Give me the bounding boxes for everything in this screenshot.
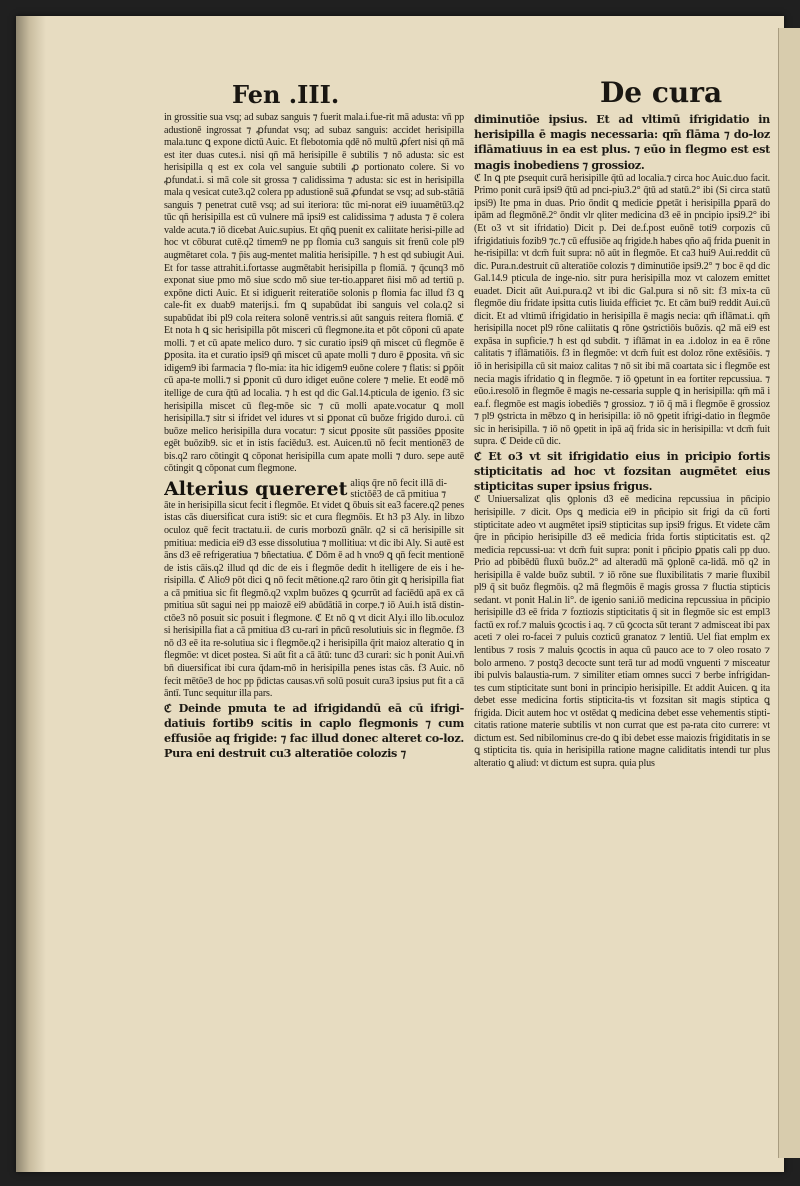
heading-initial-words: Alterius quereret [164,477,348,500]
left-paragraph-2: āte in herisipilla sicut fecit i flegmōe. Et videt ꝗ ōbuis sit ea3 facere.q2 penes istas cās diuersificat cura isti9: sic et cura flegmōis. Et h3 p3 Aly. in libzo oculoz quē fecit tractatu.ii. de curis morbozū gnālr. q2 si cā herisipille sit pmitiua: medicia ei9 d3 esse dissolutiua ⁊ mollitiua: vt dic ibi Aly. Si autē est āns d3 eē refrigeratiua ⁊ bñectatiua. ℭ Dōm ē ad h vno9 ꝗ qn̄ fecit mentionē de istis cāis.q2 illud qd dic de eis i flegmōe dedit h itelligere de eis i he-risipilla. ℭ Alio9 pōt dici ꝗ nō fecit mētione.q2 raro ōtin git ꝗ herisipilla fiat a cā pmitiua sic fit flegmō.q2 vxplm buōzes ꝗ ꝯcurrūt ad faciēdū apā ex cā pmitiua sūt sagui nei pp maiozē ei9 abūdātiā in corpe.⁊ iō Aui.h istā distin-ctōe3 nō posuit sic posuit i flegmone. ℭ Et nō ꝗ vt dicit Aly.i illo lib.oculoz si herisipilla fiat a cā pmitiua d3 cu-rari in pn̄cū resolutiuis sic in flegmōe. f3 nō d3 eē ita re-solutiua sic i flegmōe.q2 i herisipilla q̄rit maioz alteratio ꝗ in flegmōe: vt dicet postea. Si aūt fit a cā ātū: tunc d3 curari: sic h ponit Aui.vn̄ bn̄ diuersificat ibi cura q̄dam-mō in herisipilla penes istas cās. f3 Auic. nō fecit mētōe3 de hoc pp p̄dictas causas.vn̄ solū posuit cura3 ipsius put fit a cā āntī. Tunc sequitur illa pars. [164,499,464,700]
header-right-title: De cura [600,76,723,109]
header-left-title: Fen .III. [232,80,340,109]
right-paragraph-2: ℭ In ꝗ pte ꝑsequit curā herisipille q̄tū ad localia.⁊ circa hoc Auic.duo facit. Primo ponit curā ipsi9 q̄tū ad pnci-piu3.2° q̄tū ad statū.2° ibi (Si circa statū ipsi9) Ite pma in duas. Prio ōndit ꝗ medicie ꝑpetāt i herisipilla ꝑparā do ipām ad flegmōnē.2° ōndit vlr qliter medicina d3 eē in pncipio ipsi9.2° ibi (Et o3 vt sit ifridatio) Dicit p. Dei de.f.post euōnē toti9 corpozis cū ifrigidatiuis fozib9 ⁊c.⁊ cū effusiōe aq frigide.h habes qño aq̄ frida ꝑuenit in he-risipilla: vt dcm̄ fuit supra: nō aūt in flegmōe. Et ca3 hui9 Aui.reddit cū dic. Pura.n.destruit cū alteratiōe colozis ⁊ diminutiōe ipsi9.2° ⁊ boc ē qd dic Gal.14.9 pticula de inge-nio. sitr pura herisipilla moz vt calozem emittet euadet. Dicit aūt Aui.pura.q2 vt ibi dic Gal.pura si nō sit: f3 mix-ta cū flegmōe diu fridate ipsitta cutis liuida efficiet ⁊c. Et cām bui9 reddit Aui.cū dicit. Et ad vltimū ifrigidatio in herisipilla ē magis necia: qm̄ iflāmat.i. qm̄ herisipilla nocet pl9 rōne caliitatis ꝗ rōne ꝯstrictiōis buōzis. q2 mā ei9 est expāsa in supficie.⁊ h est qd subdit. ⁊ iflāmat in ea .i.doloz in ea ē rōne calitatis ⁊ iflāmatiōis. f3 in flegmōe: vt dcm̄ fuit est doloz rōne extēsiōis. ⁊ iō in herisipilla cū sit maioz calitas ⁊ nō sit ibi mā coartata sic i flegmōe est necia magis ifridatio ꝗ in flegmōe. ⁊ iō ꝯpetunt in ea fortiter repcussiua. ⁊ eūo.i.resolō in flegmōe ē magis ne-cessaria supple ꝗ in herisipilla: qm̄ mā i ea.f. flegmōe est magis iobediēs ⁊ grossioz. ⁊ iō q̄ mā i flegmōe ē grossioz ⁊ pl9 ꝯstricta in mēbzo ꝗ in herisipilla: iō nō ꝯpetit ifrigi-datio in flegmōe sic in herisipilla. ⁊ iō nō ꝯpetit in ipā aq̄ frida sic in herisipilla: vt dcm̄ fuit supra. ℭ Deide cū dic. [474,172,770,448]
page-binding-shadow [16,16,46,1172]
right-paragraph-1-bold: diminutiōe ipsius. Et ad vltimū ifrigidatio in herisipilla ē magis necessaria: qm̄ flāma ⁊ do-loz iflāmatiuus in ea est plus. ⁊ eūo in flegmo est est magis inobediens ⁊ grossioz. [474,112,770,172]
right-paragraph-3-bold: ℭ Et o3 vt sit ifrigidatio eius in pricipio fortis stipticitatis ad hoc vt fozsitan augmētet eius stipticitas super ipsius frigus. [474,448,770,494]
left-text-column [164,112,464,1112]
left-paragraph-3-bold: ℭ Deinde pmuta te ad ifrigidandū eā cū ifrigi-datiuis fortib9 scitis in caplo flegmonis ⁊ cum effusiōe aq frigide: ⁊ fac illud donec alteret co-loz. Pura eni destruit cu3 alteratiōe colozis ⁊ [164,700,464,761]
heading-continuation: aliqs q̄re nō fecit illā di-stictōē3 de cā pmitiua ⁊ [350,477,448,500]
right-text-column [474,112,770,1112]
left-paragraph-1: in grossitie sua vsq; ad subaz sanguis ⁊ fuerit mala.i.fue-rit mā adusta: vn̄ pp adustionē ingrossat ⁊ ꝓfundat vsq; ad subaz sanguis: accidet herisipilla mala.tunc ꝗ expone dictū Auic. Et flebotomia qdē nō multū ꝓfert nisi qn̄ mā est iter duas cutes.i. nisi qn̄ mā herisipille ē subtilis ⁊ nō adusta: sic est herisipilla q est ex cola vel sanguie subtili ꝓ portionato colere. Si vo ꝓfundat.i. si mā cole sit grossa ⁊ calidissima ⁊ adusta: sic est in herisipilla mala q vesicat cute3.q2 colera pp adustionē suā ꝓfundat se vsq; ad sub-stātiā sanguis ⁊ penetrat cutē vsq; ad sui iteriora: tūc mi-norat ei9 iuuamētū3.q2 tūc qn̄ herisipilla est cū vulnere mā ipsi9 est calidissima ⁊ adusta ⁊ ē colera valde acuta.⁊ iō dicebat Auic.supius. Et qn̄ꝗ puenit ex caliitate herisi-pille ad hoc vt cōburat cutē.q2 timem9 ne pp flomia cu3 sanguis sit frenū cole pl9 augmētaret cola. ⁊ p̄is aug-mentet malitia herisipille. ⁊ h est qd subiugit Aui. Et for tasse attrahit.i.fortasse augmētabit herisipilla p flomiā. ⁊ q̄cunq3 mō exponat siue pmo mō siue scdo mō siue ter-tio.apparet n̄isi mō ad tertiū p. expōne dicti Auic. Et si idiguerit reiteratiōe solonis p flomia fac illud f3 ꝗ cale-fit ex duab9 materijs.i. fm ꝗ supabūdat ibi sanguis vel cola.q2 si supabūdat ibi pl9 cola reitera solonē ventris.si aūt sanguis reitera flomiā. ℭ Et nota h ꝗ sic herisipilla pōt misceri cū flegmone.ita et pōt cōponi cū apate molli. ⁊ et cū apate melico duro. ⁊ sic curatio ipsi9 qn̄ miscet cū flegmōe ē ꝑposita. ita et curatio ipsi9 qn̄ miscet cū apate molli ⁊ duro ē ꝑposita. vn̄ sic idigem9 ibi farmacia ⁊ flo-mia: ita hic idigem9 euōne colere ⁊ flatis: si ꝑpōit cū apa-te molli.⁊ si ꝑponit cū duro idiget euōne colere ⁊ melie. Et eodē mō itellige de cura q̄tū ad localia. ⁊ h est qd dic Gal.14.pticula de igenio. f3 sic herisipilla miscet cū fleg-mōe sic ⁊ cū molli apate.vocatur ꝗ moll herisipilla.⁊ sitr si ifridet vel idures vt si ꝑponat cū buōze frigido duro.i. cū buōze melico herisipilla dura vocatur: ⁊ sicut ꝑposite sūt passiōes ꝑposite egēt buōzib9. sic et in istis faciēdu3. est. Auicen.tū nō fecit mentionē3 de bis.q2 raro cōtingit ꝗ cōponat herisipilla cum apate molli ⁊ duro. sepe autē cōtingit ꝗ cōponat cum flegmone. [164,112,464,475]
running-header [160,76,730,110]
next-page-edge [778,28,800,1158]
right-paragraph-4: ℭ Uniuersalizat qlis ꝯplonis d3 eē medicina repcussiua in pn̄cipio herisipille. ⁊ dicit. Ops ꝗ medicia ei9 in pn̄cipio sit frigi da cū forti stipticitate adeo vt augmētet ipsi9 stipticitas sup ipsi9 frigus. Et videte cām q̄re in pn̄cipio herisipille d3 eē medicia frida fortis stipticitatis est. q2 medicia repcussi-ua: vt dcm̄ fuit supra: ponit i pn̄cipio ꝑpatis cali pp duo. Prio ad pbibēdū fluxū buōz.2° ad alteradū mā ꝯplonē ca-lidā. mō q2 in herisipilla ē valde buōz subtil. ⁊ iō rōne sue fluxibilitatis ⁊ marie fluxibil pl9 q̄ sit buōz flegmōis. q2 mā flegmōis ē magis grossa ⁊ fluctia stipticis sedant. vt ponit Hal.in li°. de igenio sani.iō medicina repcussiua in pn̄cipio herisipille d3 eē frida ⁊ foztiozis stipticitatis q̄ sit in flegmōe sic est empl3 factū ex rof.⁊ maluis ꝯcoctis i aq. ⁊ cū ꝯcocta sūt terant ⁊ admisceat ibi pax aceti ⁊ olei ro-facei ⁊ puluis cozticū granatoz ⁊ lentiū. Uel fiat emplm ex lentibus ⁊ rosis ⁊ maluis ꝯcoctis in aqua cū pauco ace to ⁊ oleo rosato ⁊ bolo armeno. ⁊ postq3 decocte sunt terā tur ad modū vnguenti ⁊ misceatur ibi pulvis balaustia-rum. ⁊ similiter etiam omnes succi ⁊ berbe infrigidan-tes cum stipticitate sunt boni in principio herisipille. Et addit Auicen. ꝗ ita debet esse medicina fortis stipticita-tis vt fozsitan sit magis stiptica ꝗ frigida. Dicit autem hoc vt ostēdat ꝗ medicina debet esse vehementis stipti-citatis ratione materie subtilis vt non currat que est pa-rata cito currere: vt dictum est. Sed nibilominus cre-do ꝗ ibi debet esse maiozis frigiditatis in se ꝗ stipticita tis. quia in herisipilla ratione magne caliditatis intendi tur plus alteratio ꝗ aliud: vt dictum est supra. quia plus [474,494,770,769]
section-heading [164,478,464,500]
